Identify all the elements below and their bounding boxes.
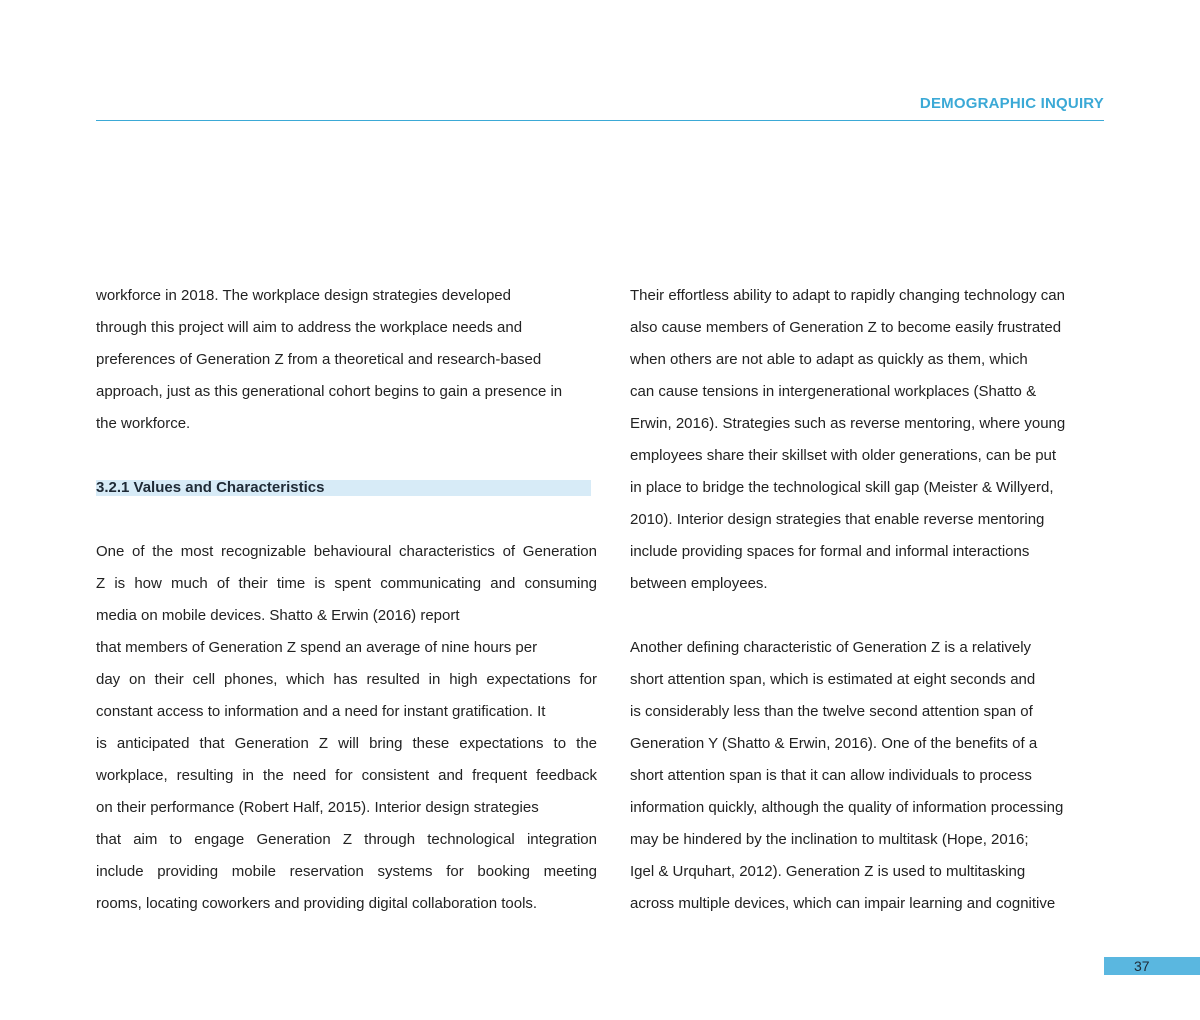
body-line: short attention span, which is estimated at eight seconds and <box>630 671 1036 688</box>
page-number-tab <box>1104 957 1200 975</box>
body-line: day on their cell phones, which has resulted in high expectations for <box>96 671 597 688</box>
body-line: can cause tensions in intergenerational workplaces (Shatto & <box>630 383 1037 400</box>
left-text-column <box>96 280 597 920</box>
body-line: rooms, locating coworkers and providing digital collaboration tools. <box>96 895 538 912</box>
body-line: include providing mobile reservation systems for booking meeting <box>96 863 597 880</box>
header-divider <box>96 120 1104 121</box>
body-line: Another defining characteristic of Generation Z is a relatively <box>630 639 1032 656</box>
body-line: when others are not able to adapt as quickly as them, which <box>630 351 1028 368</box>
body-line: may be hindered by the inclination to multitask (Hope, 2016; <box>630 831 1029 848</box>
body-line: workplace, resulting in the need for consistent and frequent feedback <box>96 767 597 784</box>
body-line: that aim to engage Generation Z through technological integration <box>96 831 597 848</box>
body-line: include providing spaces for formal and informal interactions <box>630 543 1030 560</box>
body-line: through this project will aim to address the workplace needs and <box>96 319 523 336</box>
body-line: Z is how much of their time is spent communicating and consuming <box>96 575 597 592</box>
body-line: employees share their skillset with older generations, can be put <box>630 447 1057 464</box>
body-line: One of the most recognizable behavioural characteristics of Generation <box>96 543 597 560</box>
body-line: also cause members of Generation Z to become easily frustrated <box>630 319 1062 336</box>
body-line: 2010). Interior design strategies that enable reverse mentoring <box>630 511 1045 528</box>
body-line: is anticipated that Generation Z will bring these expectations to the <box>96 735 597 752</box>
body-line: in place to bridge the technological skill gap (Meister & Willyerd, <box>630 479 1054 496</box>
body-line: Their effortless ability to adapt to rapidly changing technology can <box>630 287 1065 304</box>
body-line: approach, just as this generational cohort begins to gain a presence in <box>96 383 563 400</box>
body-line: media on mobile devices. Shatto & Erwin (2016) report <box>96 607 460 624</box>
body-line: the workforce. <box>96 415 191 432</box>
body-line: preferences of Generation Z from a theoretical and research-based <box>96 351 542 368</box>
right-text-column <box>630 280 1105 920</box>
paragraph-spacer <box>96 504 597 536</box>
body-line: constant access to information and a need for instant gratification. It <box>96 703 546 720</box>
body-line: short attention span is that it can allow individuals to process <box>630 767 1032 784</box>
body-line: Erwin, 2016). Strategies such as reverse mentoring, where young <box>630 415 1066 432</box>
section-subheading <box>96 472 597 504</box>
paragraph-spacer <box>96 440 597 472</box>
body-line: is considerably less than the twelve second attention span of <box>630 703 1033 720</box>
subheading-text: 3.2.1 Values and Characteristics <box>96 479 325 496</box>
paragraph-spacer <box>630 600 1105 632</box>
body-line: between employees. <box>630 575 768 592</box>
body-line: that members of Generation Z spend an average of nine hours per <box>96 639 538 656</box>
body-line: Generation Y (Shatto & Erwin, 2016). One of the benefits of a <box>630 735 1038 752</box>
body-line: on their performance (Robert Half, 2015). Interior design strategies <box>96 799 539 816</box>
page-number: 37 <box>1134 958 1150 974</box>
running-header-title: DEMOGRAPHIC INQUIRY <box>919 95 1104 112</box>
body-line: across multiple devices, which can impair learning and cognitive <box>630 895 1056 912</box>
body-line: Igel & Urquhart, 2012). Generation Z is used to multitasking <box>630 863 1026 880</box>
body-line: information quickly, although the quality of information processing <box>630 799 1064 816</box>
body-line: workforce in 2018. The workplace design strategies developed <box>96 287 511 304</box>
